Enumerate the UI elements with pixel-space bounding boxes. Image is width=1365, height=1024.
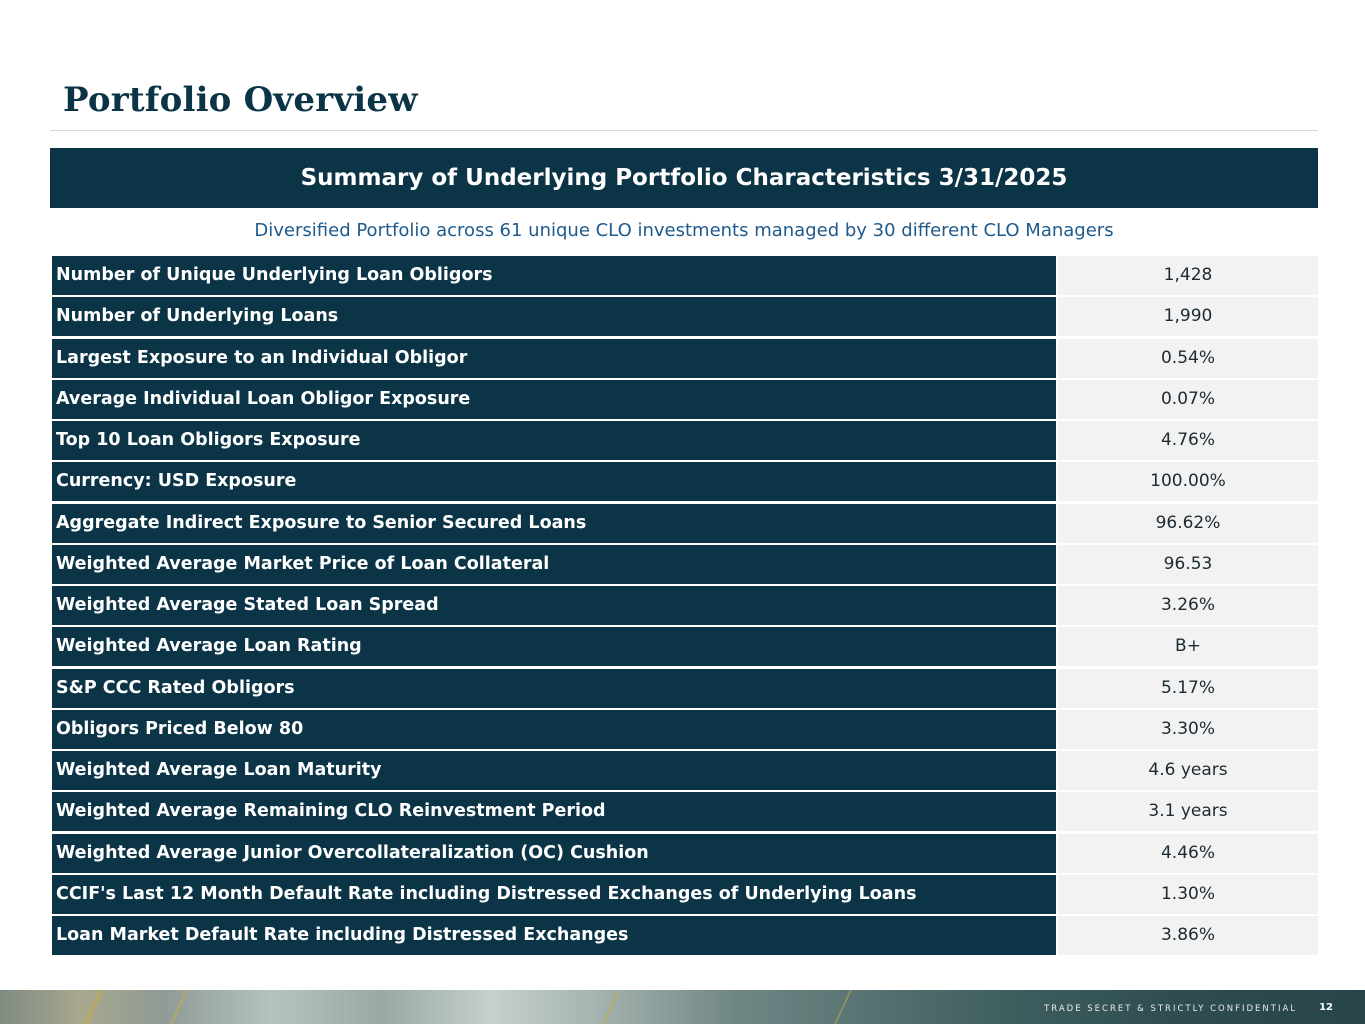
row-value: 0.07% [1058,380,1318,419]
table-row [52,504,1318,543]
table-row [52,462,1318,501]
page-title: Portfolio Overview [63,80,418,120]
table-row [52,792,1318,831]
row-value: 3.1 years [1058,792,1318,831]
table-banner: Summary of Underlying Portfolio Characteristics 3/31/2025 [50,148,1318,208]
footer-marble-vein [84,990,103,1024]
table-row [52,916,1318,955]
table-row [52,710,1318,749]
row-label: Aggregate Indirect Exposure to Senior Secured Loans [52,504,1056,543]
row-value: 5.17% [1058,669,1318,708]
row-value: 1.30% [1058,875,1318,914]
row-label: Largest Exposure to an Individual Obligor [52,339,1056,378]
row-label: Weighted Average Remaining CLO Reinvestment Period [52,792,1056,831]
row-value: 3.86% [1058,916,1318,955]
row-label: CCIF's Last 12 Month Default Rate including Distressed Exchanges of Underlying Loans [52,875,1056,914]
row-value: 1,428 [1058,256,1318,295]
characteristics-table [52,256,1318,957]
table-row [52,834,1318,873]
table-row [52,586,1318,625]
footer-band [0,990,1365,1024]
table-row [52,627,1318,666]
confidential-notice: TRADE SECRET & STRICTLY CONFIDENTIAL [1044,1004,1297,1014]
portfolio-subtitle: Diversified Portfolio across 61 unique CLO investments managed by 30 different CLO Managers [254,220,1114,241]
row-value: 4.6 years [1058,751,1318,790]
row-value: 3.30% [1058,710,1318,749]
row-label: Weighted Average Loan Maturity [52,751,1056,790]
row-value: 96.62% [1058,504,1318,543]
table-row [52,297,1318,336]
row-value: 3.26% [1058,586,1318,625]
table-row [52,421,1318,460]
row-value: B+ [1058,627,1318,666]
table-row [52,380,1318,419]
row-label: Number of Unique Underlying Loan Obligors [52,256,1056,295]
row-value: 1,990 [1058,297,1318,336]
row-value: 4.76% [1058,421,1318,460]
table-row [52,751,1318,790]
row-label: S&P CCC Rated Obligors [52,669,1056,708]
row-label: Top 10 Loan Obligors Exposure [52,421,1056,460]
row-value: 96.53 [1058,545,1318,584]
row-label: Weighted Average Loan Rating [52,627,1056,666]
row-value: 0.54% [1058,339,1318,378]
footer-marble-vein [602,990,620,1024]
row-label: Weighted Average Junior Overcollateralization (OC) Cushion [52,834,1056,873]
table-row [52,545,1318,584]
table-row [52,669,1318,708]
footer-marble-vein [834,990,852,1024]
row-label: Average Individual Loan Obligor Exposure [52,380,1056,419]
row-value: 100.00% [1058,462,1318,501]
table-row [52,875,1318,914]
row-label: Weighted Average Stated Loan Spread [52,586,1056,625]
row-label: Weighted Average Market Price of Loan Collateral [52,545,1056,584]
page-number: 12 [1319,1002,1333,1013]
row-label: Number of Underlying Loans [52,297,1056,336]
table-row [52,339,1318,378]
footer-marble-vein [170,990,188,1024]
row-label: Loan Market Default Rate including Distressed Exchanges [52,916,1056,955]
row-label: Obligors Priced Below 80 [52,710,1056,749]
title-divider [50,130,1318,131]
table-row [52,256,1318,295]
row-value: 4.46% [1058,834,1318,873]
row-label: Currency: USD Exposure [52,462,1056,501]
